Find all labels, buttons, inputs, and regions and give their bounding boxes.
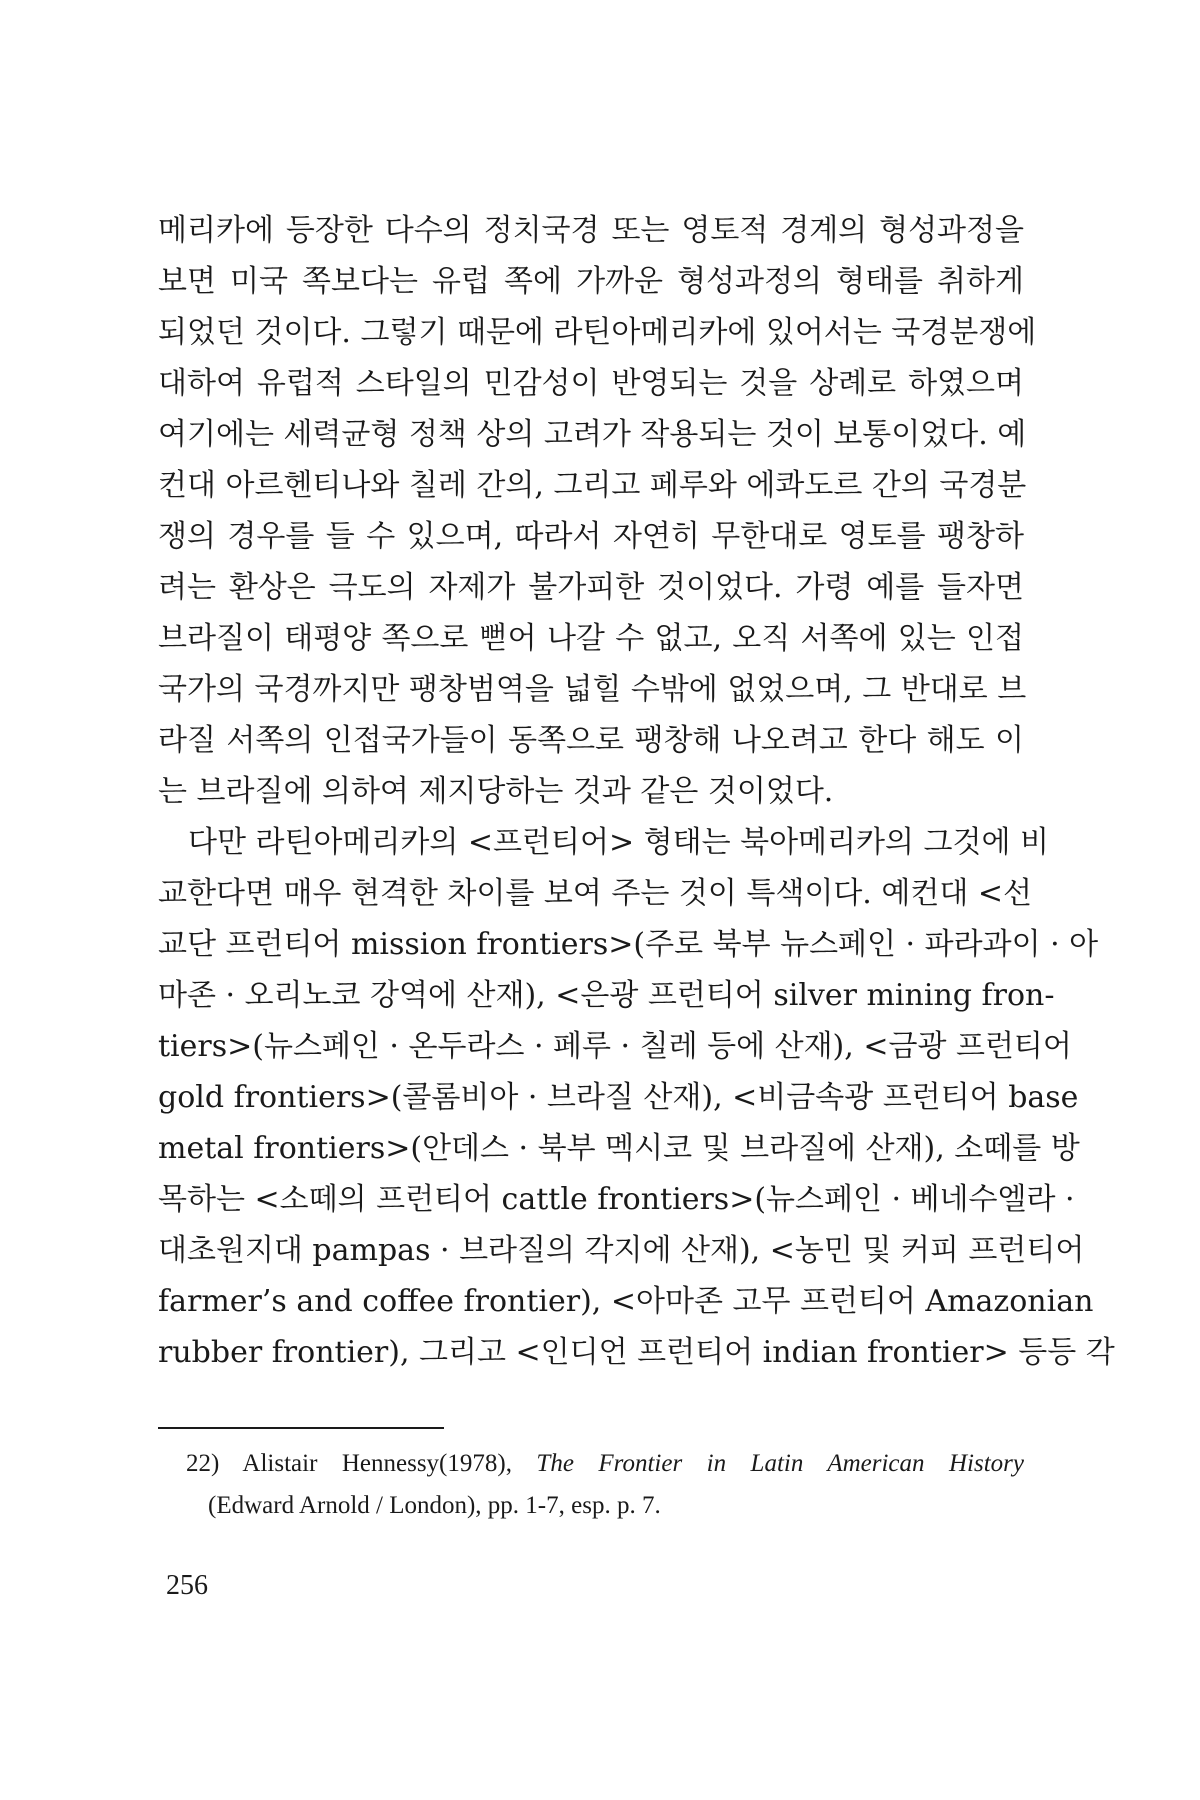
- page-number: 256: [166, 1570, 208, 1601]
- text-line: 대하여 유럽적 스타일의 민감성이 반영되는 것을 상례로 하였으며: [158, 366, 1024, 401]
- body-text: [158, 205, 1115, 1378]
- text-line: tiers>(뉴스페인 · 온두라스 · 페루 · 칠레 등에 산재), <금광 프런티어: [158, 1029, 1072, 1064]
- text-line: farmer’s and coffee frontier), <아마존 고무 프런티어 Amazonian: [158, 1284, 1094, 1319]
- text-line: 다만 라틴아메리카의 <프런티어> 형태는 북아메리카의 그것에 비: [188, 825, 1049, 860]
- footnote-citation: 22) Alistair Hennessy(1978),: [186, 1450, 537, 1477]
- text-line: 마존 · 오리노코 강역에 산재), <은광 프런티어 silver mining fron-: [158, 978, 1055, 1013]
- text-line: 보면 미국 쪽보다는 유럽 쪽에 가까운 형성과정의 형태를 취하게: [158, 264, 1024, 299]
- text-line: 교한다면 매우 현격한 차이를 보여 주는 것이 특색이다. 예컨대 <선: [158, 876, 1032, 911]
- text-line: metal frontiers>(안데스 · 북부 멕시코 및 브라질에 산재), 소떼를 방: [158, 1131, 1080, 1166]
- footnote-line: [186, 1443, 1024, 1485]
- text-line: gold frontiers>(콜롬비아 · 브라질 산재), <비금속광 프런티어 base: [158, 1080, 1079, 1115]
- footnote-line: (Edward Arnold / London), pp. 1-7, esp. p. 7.: [208, 1492, 661, 1519]
- text-line: 여기에는 세력균형 정책 상의 고려가 작용되는 것이 보통이었다. 예: [158, 417, 1027, 452]
- text-line: 교단 프런티어 mission frontiers>(주로 북부 뉴스페인 · 파라과이 · 아: [158, 927, 1099, 962]
- text-line: 되었던 것이다. 그렇기 때문에 라틴아메리카에 있어서는 국경분쟁에: [158, 315, 1037, 350]
- text-line: 는 브라질에 의하여 제지당하는 것과 같은 것이었다.: [158, 774, 834, 809]
- footnote-divider: [158, 1427, 444, 1429]
- text-line: 메리카에 등장한 다수의 정치국경 또는 영토적 경계의 형성과정을: [158, 213, 1024, 248]
- text-line: 려는 환상은 극도의 자제가 불가피한 것이었다. 가령 예를 들자면: [158, 570, 1024, 605]
- text-line: 브라질이 태평양 쪽으로 뻗어 나갈 수 없고, 오직 서쪽에 있는 인접: [158, 621, 1024, 656]
- text-line: 목하는 <소떼의 프런티어 cattle frontiers>(뉴스페인 · 베네수엘라 ·: [158, 1182, 1075, 1217]
- text-line: 컨대 아르헨티나와 칠레 간의, 그리고 페루와 에콰도르 간의 국경분: [158, 468, 1027, 503]
- footnote-book-title: The Frontier in Latin American History: [536, 1450, 1024, 1477]
- text-line: rubber frontier), 그리고 <인디언 프런티어 indian frontier> 등등 각: [158, 1335, 1115, 1370]
- text-line: 쟁의 경우를 들 수 있으며, 따라서 자연히 무한대로 영토를 팽창하: [158, 519, 1024, 554]
- text-line: 대초원지대 pampas · 브라질의 각지에 산재), <농민 및 커피 프런티어: [158, 1233, 1085, 1268]
- text-line: 국가의 국경까지만 팽창범역을 넓힐 수밖에 없었으며, 그 반대로 브: [158, 672, 1027, 707]
- footnote: [186, 1443, 1024, 1527]
- text-line: 라질 서쪽의 인접국가들이 동쪽으로 팽창해 나오려고 한다 해도 이: [158, 723, 1024, 758]
